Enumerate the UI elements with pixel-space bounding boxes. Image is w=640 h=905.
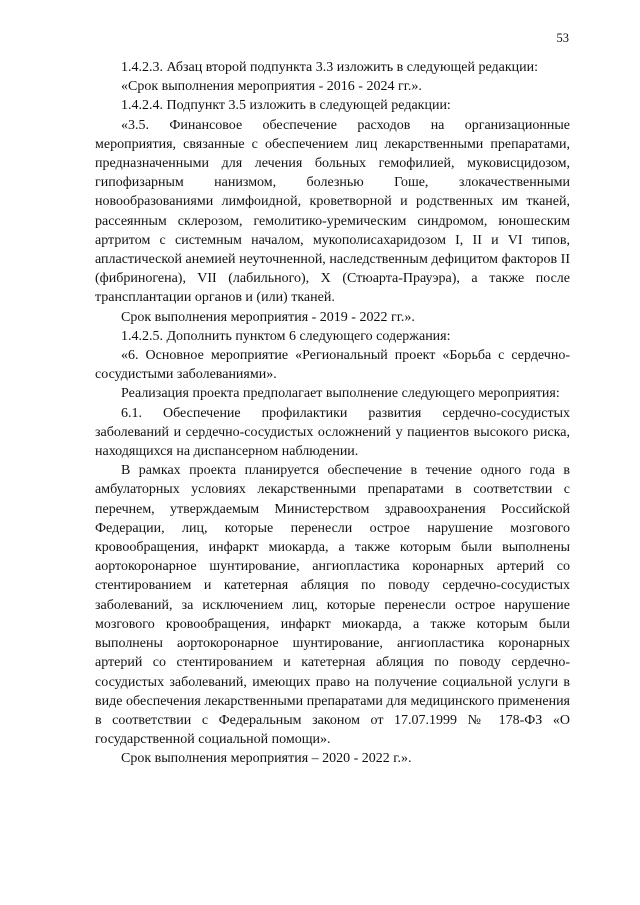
paragraph-1-4-2-4: 1.4.2.4. Подпункт 3.5 изложить в следующей редакции: [121, 98, 451, 114]
paragraph-6-main-activity: «6. Основное мероприятие «Региональный проект «Борьба с сердечно-сосудистыми заболеваниями». [95, 348, 570, 383]
paragraph-project-implementation: Реализация проекта предполагает выполнение следующего мероприятия: [121, 386, 560, 402]
paragraph-project-scope: В рамках проекта планируется обеспечение в течение одного года в амбулаторных условиях лекарственными препаратами в соответствии с перечнем, утверждаемым Министерством здравоохранения Российской Федерации, лиц, которые перенесли острое нарушение мозгового кровообращения, инфаркт миокарда, а также которым были выполнены аортокоронарное шунтирование, ангиопластика коронарных артерий со стентированием и катетерная абляция по поводу сердечно-сосудистых заболеваний, за исключением лиц, которые перенесли острое нарушение мозгового кровообращения, инфаркт миокарда, а также которым были выполнены аортокоронарное шунтирование, ангиопластика коронарных артерий со стентированием и катетерная абляция по поводу сердечно-сосудистых заболеваний, имеющих право на получение социальной услуги в виде обеспечения лекарственными препаратами для медицинского применения в соответствии с Федеральным законом от 17.07.1999 № 178-ФЗ «О государственной социальной помощи». [95, 463, 570, 748]
paragraph-deadline-2019-2022: Срок выполнения мероприятия - 2019 - 2022 гг.». [121, 309, 415, 325]
paragraph-deadline-2020-2022: Срок выполнения мероприятия – 2020 - 2022 г.». [121, 751, 412, 767]
paragraph-6-1-prevention: 6.1. Обеспечение профилактики развития сердечно-сосудистых заболеваний и сердечно-сосудистых осложнений у пациентов высокого риска, находящихся на диспансерном наблюдении. [95, 405, 570, 460]
paragraph-1-4-2-3: 1.4.2.3. Абзац второй подпункта 3.3 изложить в следующей редакции: [121, 60, 539, 75]
paragraph-1-4-2-5: 1.4.2.5. Дополнить пунктом 6 следующего содержания: [121, 328, 451, 344]
document-body [95, 58, 570, 769]
page-number: 53 [556, 31, 569, 45]
paragraph-deadline-2016-2024: «Срок выполнения мероприятия - 2016 - 2024 гг.». [121, 79, 422, 95]
paragraph-3-5-financing: «3.5. Финансовое обеспечение расходов на организационные мероприятия, связанные с обеспечением лиц лекарственными препаратами, предназначенными для лечения больных гемофилией, муковисцидозом, гипофизарным нанизмом, болезнью Гоше, злокачественными новообразованиями лимфоидной, кроветворной и родственных им тканей, рассеянным склерозом, гемолитико-уремическим синдромом, юношеским артритом с системным началом, мукополисахаридозом I, II и VI типов, апластической анемией неуточненной, наследственным дефицитом факторов II (фибриногена), VII (лабильного), X (Стюарта-Прауэра), а также после трансплантации органов и (или) тканей. [95, 117, 570, 306]
